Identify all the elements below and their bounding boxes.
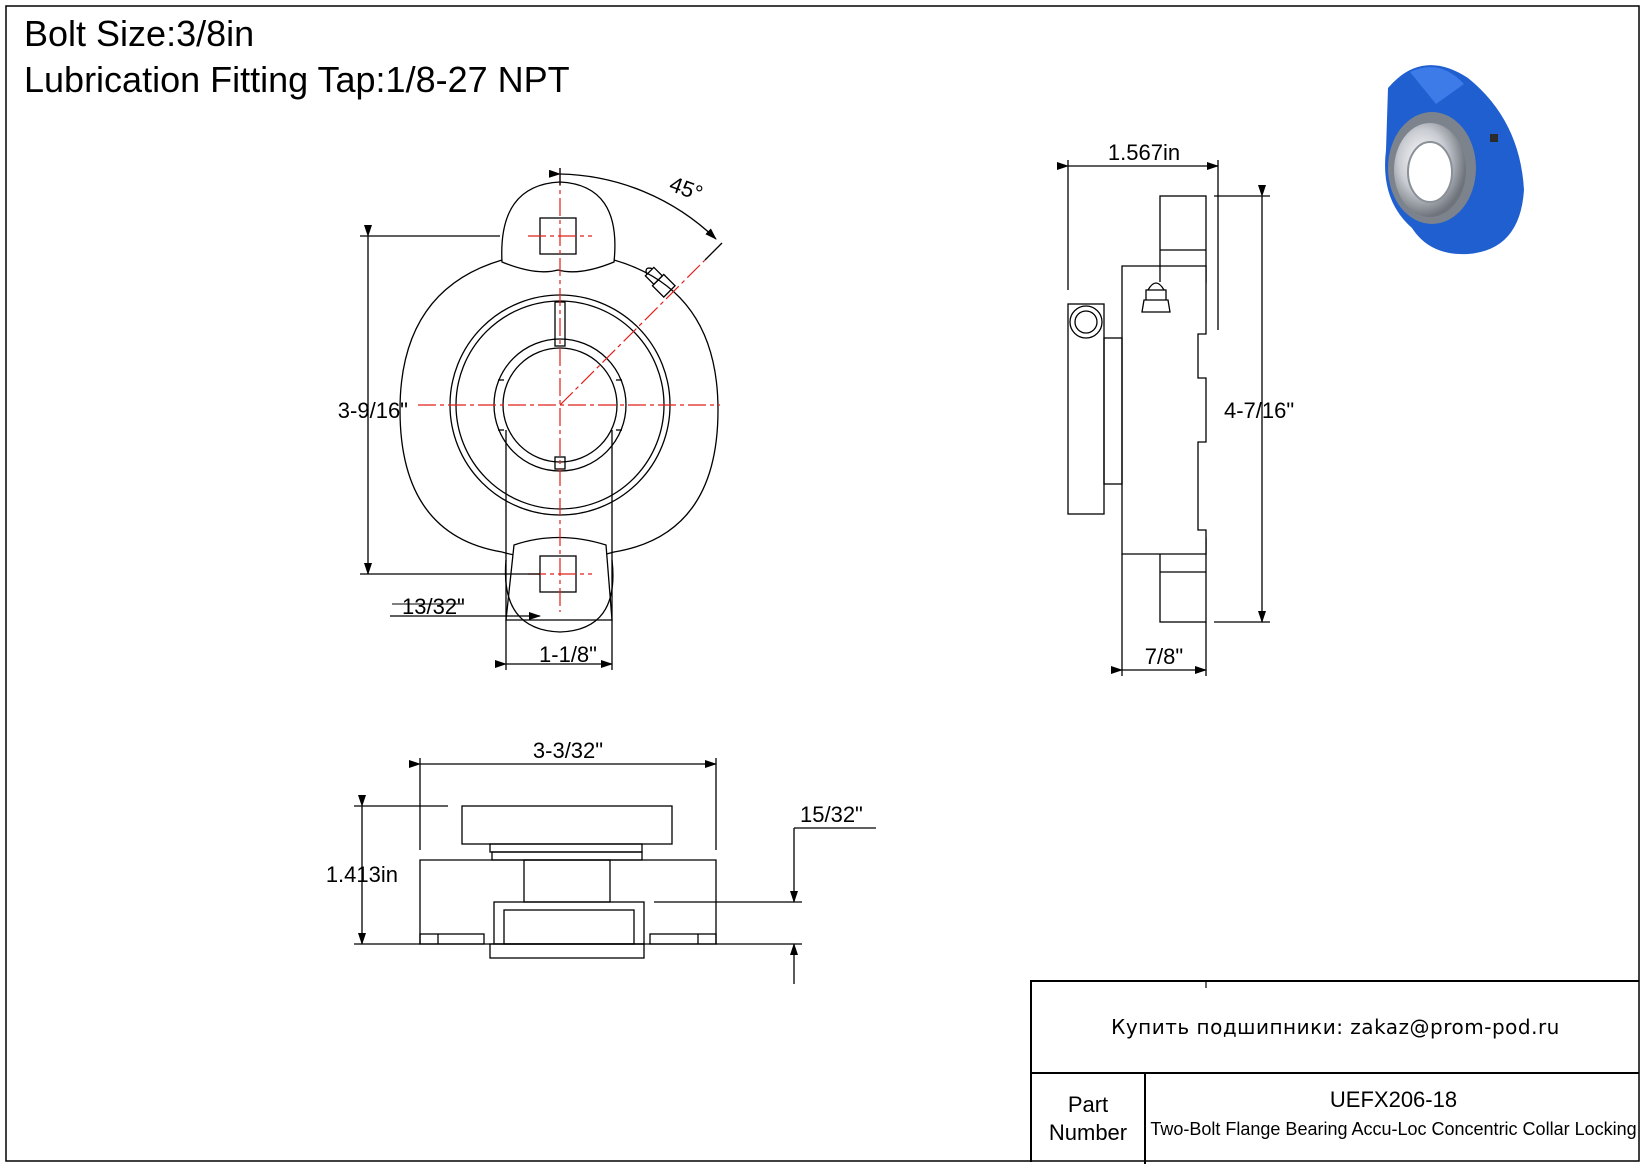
bottom-width-dimension-label: 3-3/32" bbox=[532, 738, 604, 763]
bolt-hole-dimension-label: 13/32" bbox=[402, 594, 465, 619]
height-dimension-label: 3-9/16" bbox=[337, 398, 408, 423]
lubrication-tap-label: Lubrication Fitting Tap:1/8-27 NPT bbox=[24, 59, 570, 100]
bolt-size-label: Bolt Size:3/8in bbox=[24, 13, 255, 54]
side-width-dimension-label: 1.567in bbox=[1107, 140, 1181, 165]
side-thickness-dimension-label: 7/8" bbox=[1144, 644, 1184, 669]
part-info bbox=[1146, 1074, 1641, 1164]
part-number-label bbox=[1032, 1074, 1146, 1164]
part-description: Two-Bolt Flange Bearing Accu-Loc Concentric Collar Locking bbox=[1150, 1119, 1637, 1139]
bottom-view bbox=[354, 758, 876, 984]
angle-label: 45° bbox=[666, 171, 707, 207]
part-label-line1: Part bbox=[1067, 1092, 1109, 1117]
title-block bbox=[1030, 980, 1639, 1162]
side-height-dimension-label: 4-7/16" bbox=[1224, 398, 1295, 423]
part-label-line2: Number bbox=[1048, 1120, 1128, 1145]
flange-width-dimension-label: 1-1/8" bbox=[539, 642, 597, 667]
bearing-3d-thumbnail bbox=[1385, 65, 1524, 254]
contact-email: Купить подшипники: zakaz@prom-pod.ru bbox=[1032, 982, 1639, 1074]
bottom-offset-dimension-label: 15/32" bbox=[800, 802, 863, 827]
part-number: UEFX206-18 bbox=[1329, 1087, 1458, 1112]
bottom-height-dimension-label: 1.413in bbox=[325, 862, 398, 887]
